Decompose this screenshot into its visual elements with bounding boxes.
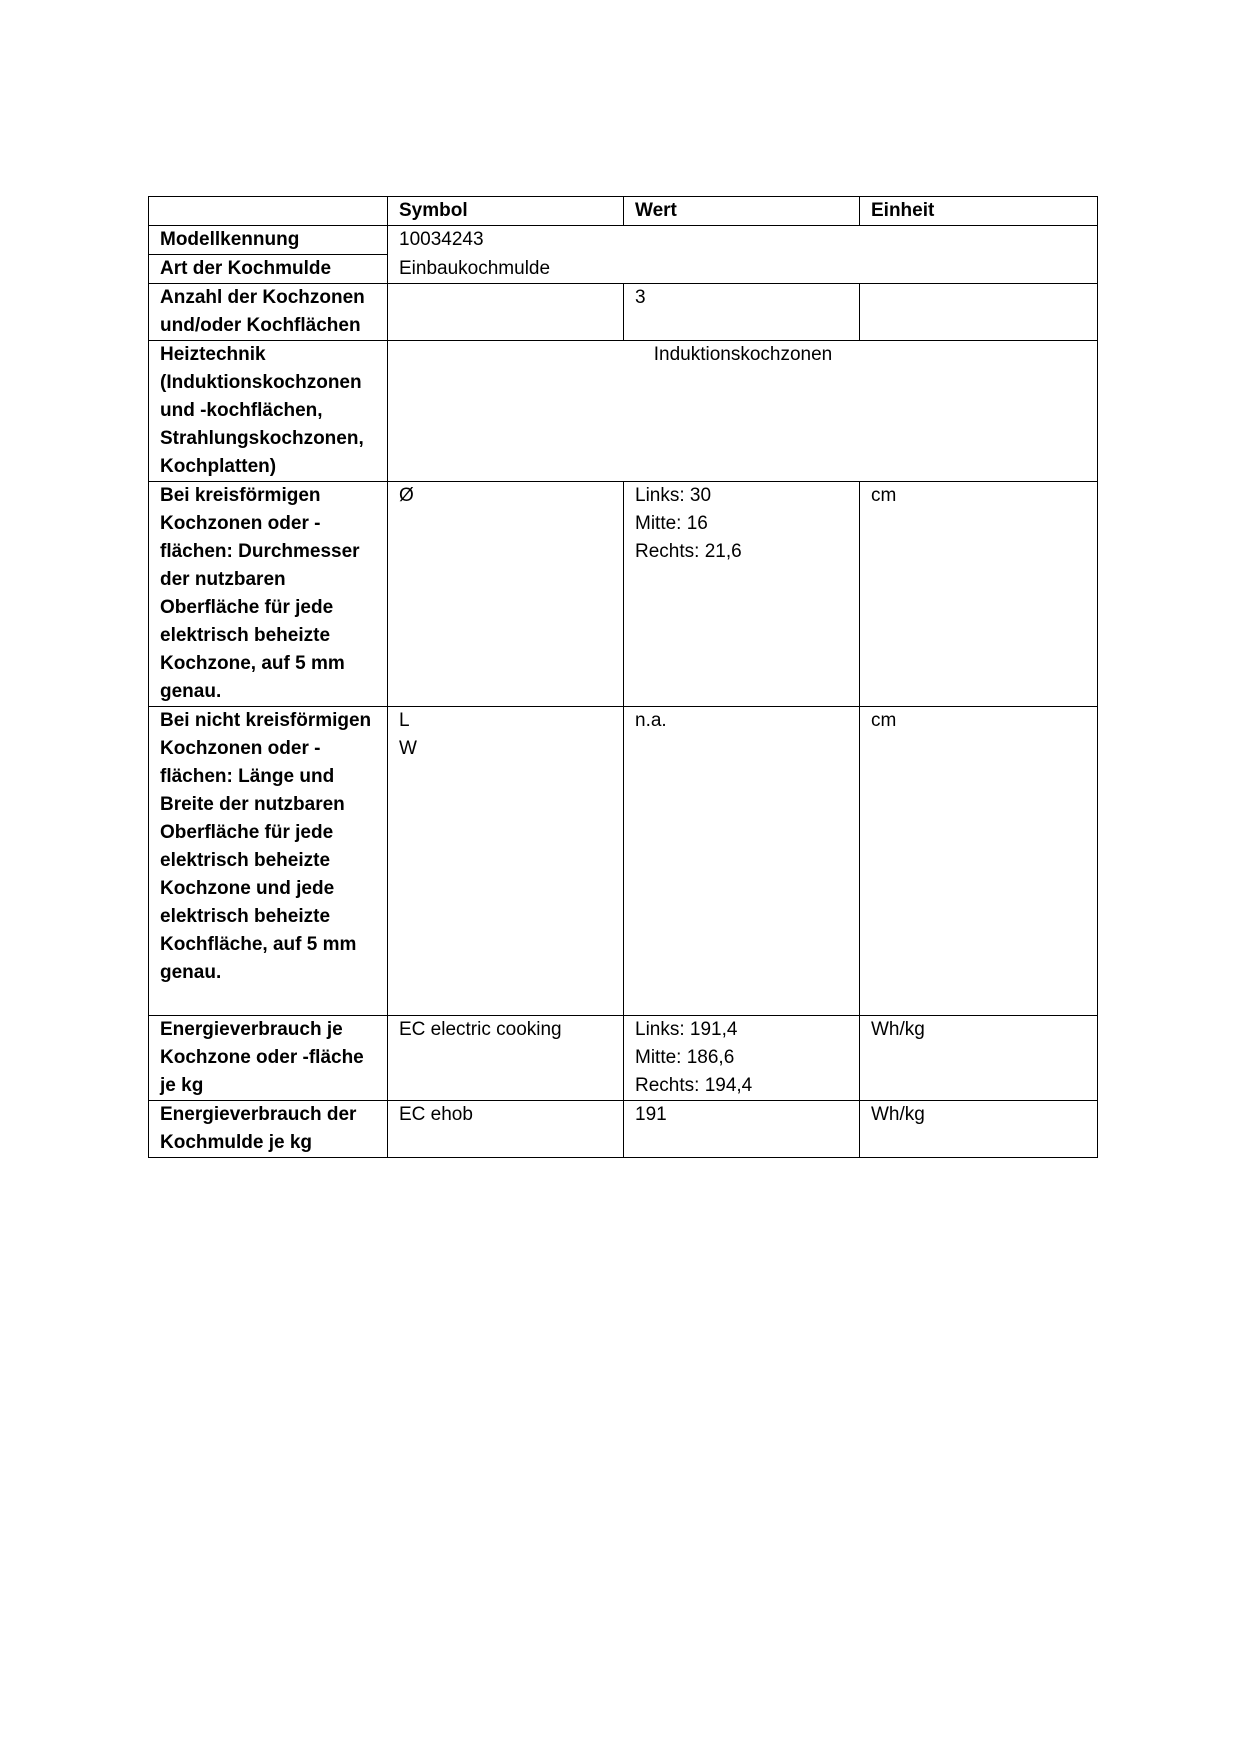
nicht-kreisfoermig-label: Bei nicht kreisförmigen Kochzonen oder -flächen: Länge und Breite der nutzbaren Oberfläche für jede elektrisch beheizte Kochzone und jede elektrisch beheizte Kochfläche, auf 5 mm genau. xyxy=(149,707,388,1016)
table-row-anzahl xyxy=(149,284,1098,341)
kreisfoermig-wert: Links: 30 Mitte: 16 Rechts: 21,6 xyxy=(624,482,860,707)
table-row-kreisfoermig xyxy=(149,482,1098,707)
table-row-heiztechnik xyxy=(149,341,1098,482)
anzahl-einheit xyxy=(860,284,1098,341)
kreisfoermig-label: Bei kreisförmigen Kochzonen oder -flächen: Durchmesser der nutzbaren Oberfläche für jede elektrisch beheizte Kochzone, auf 5 mm genau. xyxy=(149,482,388,707)
ec-cooking-wert: Links: 191,4 Mitte: 186,6 Rechts: 194,4 xyxy=(624,1016,860,1101)
nicht-kreisfoermig-einheit: cm xyxy=(860,707,1098,1016)
heiztechnik-label: Heiztechnik (Induktionskochzonen und -kochflächen, Strahlungskochzonen, Kochplatten) xyxy=(149,341,388,482)
header-empty-cell xyxy=(149,197,388,226)
nicht-kreisfoermig-symbol: L W xyxy=(388,707,624,1016)
anzahl-wert: 3 xyxy=(624,284,860,341)
kreisfoermig-einheit: cm xyxy=(860,482,1098,707)
ec-hob-label: Energieverbrauch der Kochmulde je kg xyxy=(149,1101,388,1158)
table-header-row xyxy=(149,197,1098,226)
nicht-kreisfoermig-wert: n.a. xyxy=(624,707,860,1016)
ec-cooking-einheit: Wh/kg xyxy=(860,1016,1098,1101)
energy-datasheet-table xyxy=(148,196,1098,1158)
anzahl-label: Anzahl der Kochzonen und/oder Kochflächen xyxy=(149,284,388,341)
anzahl-symbol xyxy=(388,284,624,341)
ec-cooking-label: Energieverbrauch je Kochzone oder -fläche je kg xyxy=(149,1016,388,1101)
ec-hob-wert: 191 xyxy=(624,1101,860,1158)
heiztechnik-value: Induktionskochzonen xyxy=(388,341,1098,482)
table-row-ec-cooking xyxy=(149,1016,1098,1101)
ec-cooking-symbol: EC electric cooking xyxy=(388,1016,624,1101)
table-row-modellkennung xyxy=(149,226,1098,255)
ec-hob-symbol: EC ehob xyxy=(388,1101,624,1158)
modellkennung-value: 10034243 xyxy=(388,226,1098,255)
header-symbol: Symbol xyxy=(388,197,624,226)
art-value: Einbaukochmulde xyxy=(388,255,1098,284)
table-row-ec-hob xyxy=(149,1101,1098,1158)
table-row-nicht-kreisfoermig xyxy=(149,707,1098,1016)
modellkennung-label: Modellkennung xyxy=(149,226,388,255)
art-label: Art der Kochmulde xyxy=(149,255,388,284)
header-wert: Wert xyxy=(624,197,860,226)
table-row-art xyxy=(149,255,1098,284)
header-einheit: Einheit xyxy=(860,197,1098,226)
ec-hob-einheit: Wh/kg xyxy=(860,1101,1098,1158)
kreisfoermig-symbol: Ø xyxy=(388,482,624,707)
